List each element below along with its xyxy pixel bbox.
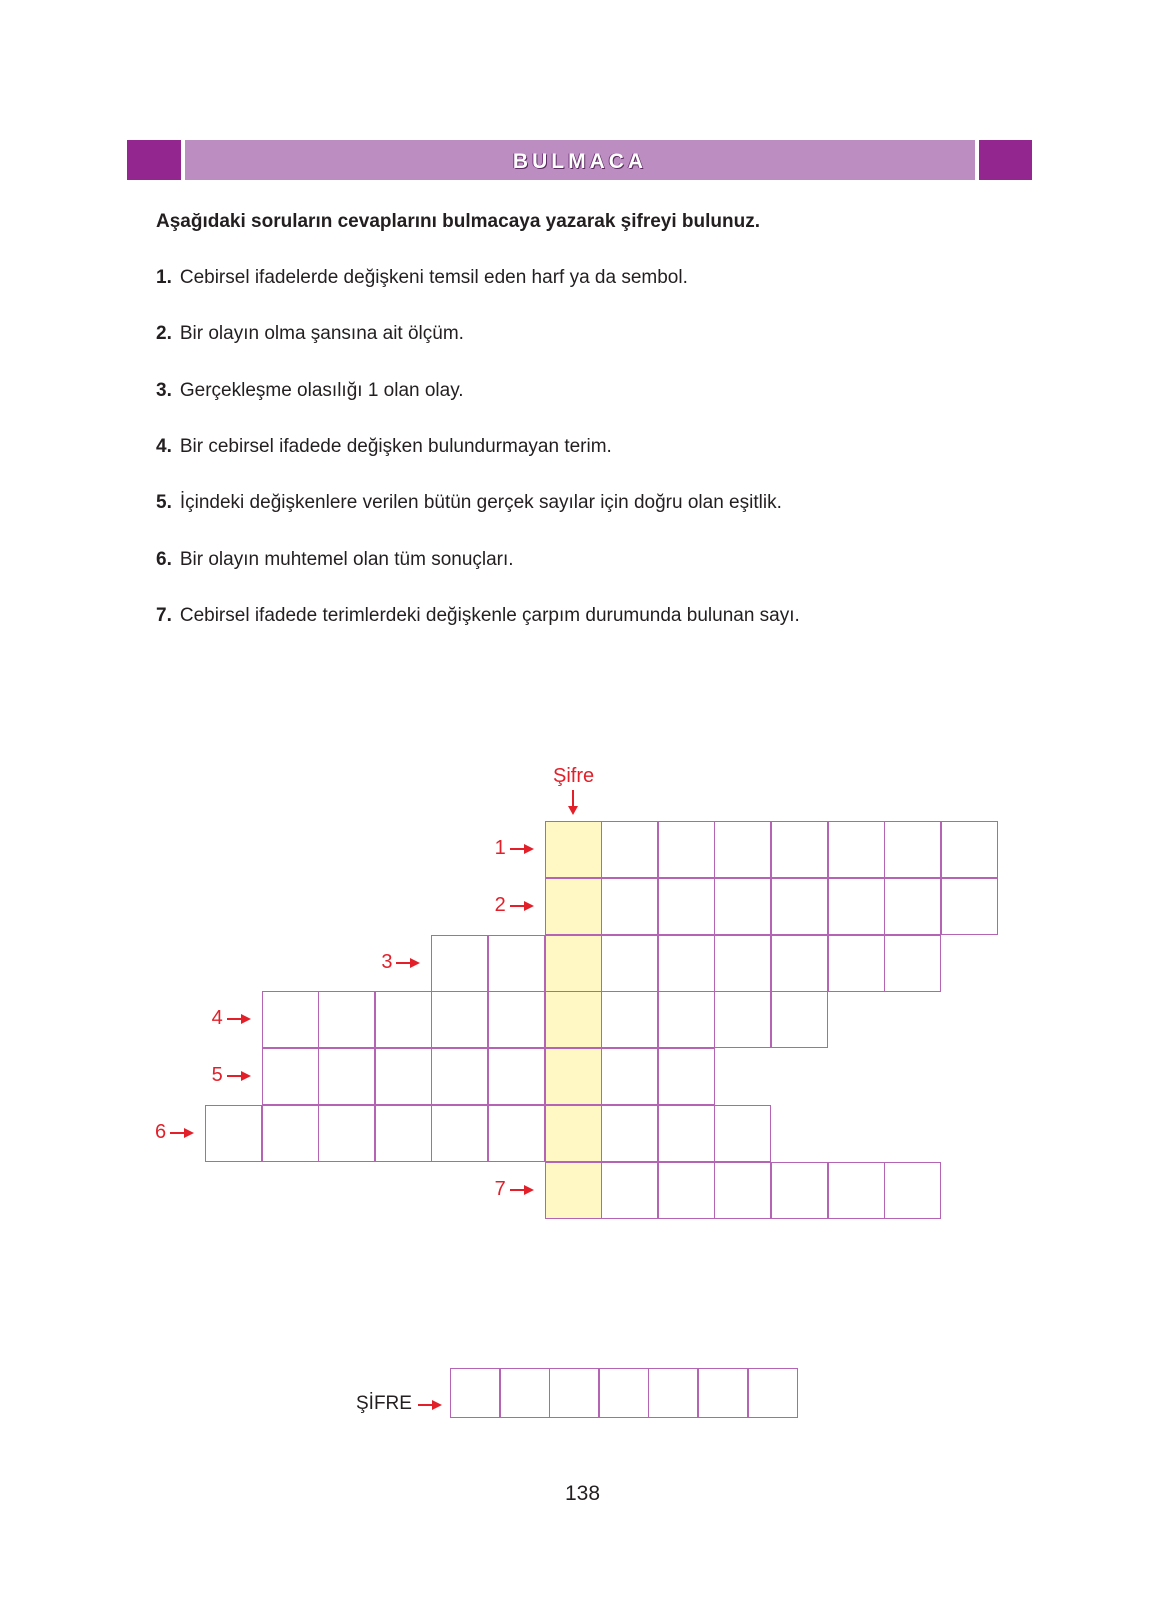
sifre-cell[interactable] xyxy=(500,1368,550,1418)
crossword-cell[interactable] xyxy=(884,821,941,878)
crossword-cell[interactable] xyxy=(488,1048,545,1105)
row-number-label: 1 xyxy=(494,837,506,859)
crossword-cell[interactable] xyxy=(941,821,998,878)
row-number-label: 3 xyxy=(381,950,393,973)
question-item xyxy=(156,549,514,571)
crossword-cell[interactable] xyxy=(884,1162,941,1219)
crossword-cell[interactable] xyxy=(658,935,715,992)
key-cell[interactable] xyxy=(545,878,602,935)
crossword-cell[interactable] xyxy=(714,935,771,992)
sifre-cell[interactable] xyxy=(698,1368,748,1418)
crossword-cell[interactable] xyxy=(601,878,658,935)
crossword-cell[interactable] xyxy=(658,1105,715,1162)
crossword-cell[interactable] xyxy=(318,991,375,1048)
banner-title-bar xyxy=(185,140,975,180)
question-text: Bir olayın olma şansına ait ölçüm. xyxy=(179,323,464,345)
arrow-down-icon xyxy=(567,790,579,816)
crossword-cell[interactable] xyxy=(375,1105,432,1162)
crossword-cell[interactable] xyxy=(658,1162,715,1219)
key-cell[interactable] xyxy=(545,991,602,1048)
instruction-text: Aşağıdaki soruların cevaplarını bulmacaya yazarak şifreyi bulunuz. xyxy=(156,211,761,232)
crossword-cell[interactable] xyxy=(601,1048,658,1105)
question-item xyxy=(156,380,464,402)
question-text: Cebirsel ifadelerde değişkeni temsil eden harf ya da sembol. xyxy=(179,267,688,288)
question-item xyxy=(156,267,688,289)
crossword-cell[interactable] xyxy=(262,991,319,1048)
crossword-cell[interactable] xyxy=(205,1105,262,1162)
sifre-cell[interactable] xyxy=(599,1368,649,1418)
crossword-cell[interactable] xyxy=(714,821,771,878)
arrow-right-icon xyxy=(510,842,536,856)
crossword-cell[interactable] xyxy=(601,821,658,878)
crossword-cell[interactable] xyxy=(601,991,658,1048)
crossword-cell[interactable] xyxy=(601,935,658,992)
crossword-cell[interactable] xyxy=(771,991,828,1048)
arrow-right-icon xyxy=(170,1126,196,1140)
crossword-cell[interactable] xyxy=(658,991,715,1048)
crossword-cell[interactable] xyxy=(318,1048,375,1105)
page-number: 138 xyxy=(565,1482,601,1505)
question-text: Bir cebirsel ifadede değişken bulundurmayan terim. xyxy=(179,435,612,457)
sifre-cell[interactable] xyxy=(648,1368,698,1418)
crossword-cell[interactable] xyxy=(262,1105,319,1162)
crossword-cell[interactable] xyxy=(884,878,941,935)
crossword-cell[interactable] xyxy=(318,1105,375,1162)
crossword-cell[interactable] xyxy=(771,1162,828,1219)
sifre-cell[interactable] xyxy=(450,1368,500,1418)
sifre-cell[interactable] xyxy=(549,1368,599,1418)
arrow-right-icon xyxy=(227,1012,253,1026)
crossword-cell[interactable] xyxy=(431,1048,488,1105)
row-number-label: 6 xyxy=(155,1121,167,1143)
row-number-label: 7 xyxy=(494,1177,506,1200)
crossword-cell[interactable] xyxy=(828,1162,885,1219)
question-text: Cebirsel ifadede terimlerdeki değişkenle çarpım durumunda bulunan sayı. xyxy=(179,604,800,626)
question-item xyxy=(156,323,464,345)
question-number: 6. xyxy=(156,548,172,570)
key-cell[interactable] xyxy=(545,1048,602,1105)
key-cell[interactable] xyxy=(545,1162,602,1219)
crossword-cell[interactable] xyxy=(431,935,488,992)
crossword-cell[interactable] xyxy=(828,878,885,935)
crossword-cell[interactable] xyxy=(262,1048,319,1105)
crossword-cell[interactable] xyxy=(771,878,828,935)
crossword-cell[interactable] xyxy=(771,935,828,992)
crossword-cell[interactable] xyxy=(658,1048,715,1105)
question-number: 5. xyxy=(156,492,172,514)
key-cell[interactable] xyxy=(545,1105,602,1162)
crossword-cell[interactable] xyxy=(375,1048,432,1105)
crossword-cell[interactable] xyxy=(714,1105,771,1162)
question-text: Bir olayın muhtemel olan tüm sonuçları. xyxy=(179,548,514,570)
question-text: İçindeki değişkenlere verilen bütün gerçek sayılar için doğru olan eşitlik. xyxy=(179,492,782,514)
arrow-right-icon xyxy=(418,1398,444,1412)
question-number: 3. xyxy=(156,379,172,401)
crossword-cell[interactable] xyxy=(601,1105,658,1162)
crossword-cell[interactable] xyxy=(828,821,885,878)
crossword-cell[interactable] xyxy=(431,991,488,1048)
question-number: 2. xyxy=(156,323,172,345)
banner-right-block xyxy=(979,140,1032,180)
question-item xyxy=(156,436,612,458)
crossword-cell[interactable] xyxy=(714,878,771,935)
sifre-cell[interactable] xyxy=(748,1368,798,1418)
arrow-right-icon xyxy=(510,899,536,913)
key-cell[interactable] xyxy=(545,821,602,878)
question-item xyxy=(156,492,782,514)
crossword-cell[interactable] xyxy=(884,935,941,992)
row-number-label: 5 xyxy=(211,1064,223,1087)
arrow-right-icon xyxy=(396,956,422,970)
crossword-cell[interactable] xyxy=(488,935,545,992)
question-number: 7. xyxy=(156,604,172,626)
banner-left-block xyxy=(127,140,181,180)
crossword-cell[interactable] xyxy=(488,1105,545,1162)
row-number-label: 2 xyxy=(494,893,506,916)
crossword-cell[interactable] xyxy=(375,991,432,1048)
page-title: BULMACA xyxy=(512,150,648,173)
crossword-cell[interactable] xyxy=(658,878,715,935)
crossword-cell[interactable] xyxy=(488,991,545,1048)
crossword-cell[interactable] xyxy=(431,1105,488,1162)
arrow-right-icon xyxy=(510,1183,536,1197)
question-number: 4. xyxy=(156,435,172,457)
question-item xyxy=(156,605,800,627)
crossword-cell[interactable] xyxy=(941,878,998,935)
crossword-cell[interactable] xyxy=(658,821,715,878)
crossword-cell[interactable] xyxy=(601,1162,658,1219)
crossword-cell[interactable] xyxy=(771,821,828,878)
key-column-label: Şifre xyxy=(553,765,595,787)
crossword-cell[interactable] xyxy=(714,991,771,1048)
arrow-right-icon xyxy=(227,1069,253,1083)
key-cell[interactable] xyxy=(545,935,602,992)
crossword-cell[interactable] xyxy=(714,1162,771,1219)
crossword-cell[interactable] xyxy=(828,935,885,992)
question-text: Gerçekleşme olasılığı 1 olan olay. xyxy=(179,379,464,401)
row-number-label: 4 xyxy=(211,1007,223,1030)
sifre-label: ŞİFRE xyxy=(356,1393,412,1414)
question-number: 1. xyxy=(156,267,172,288)
